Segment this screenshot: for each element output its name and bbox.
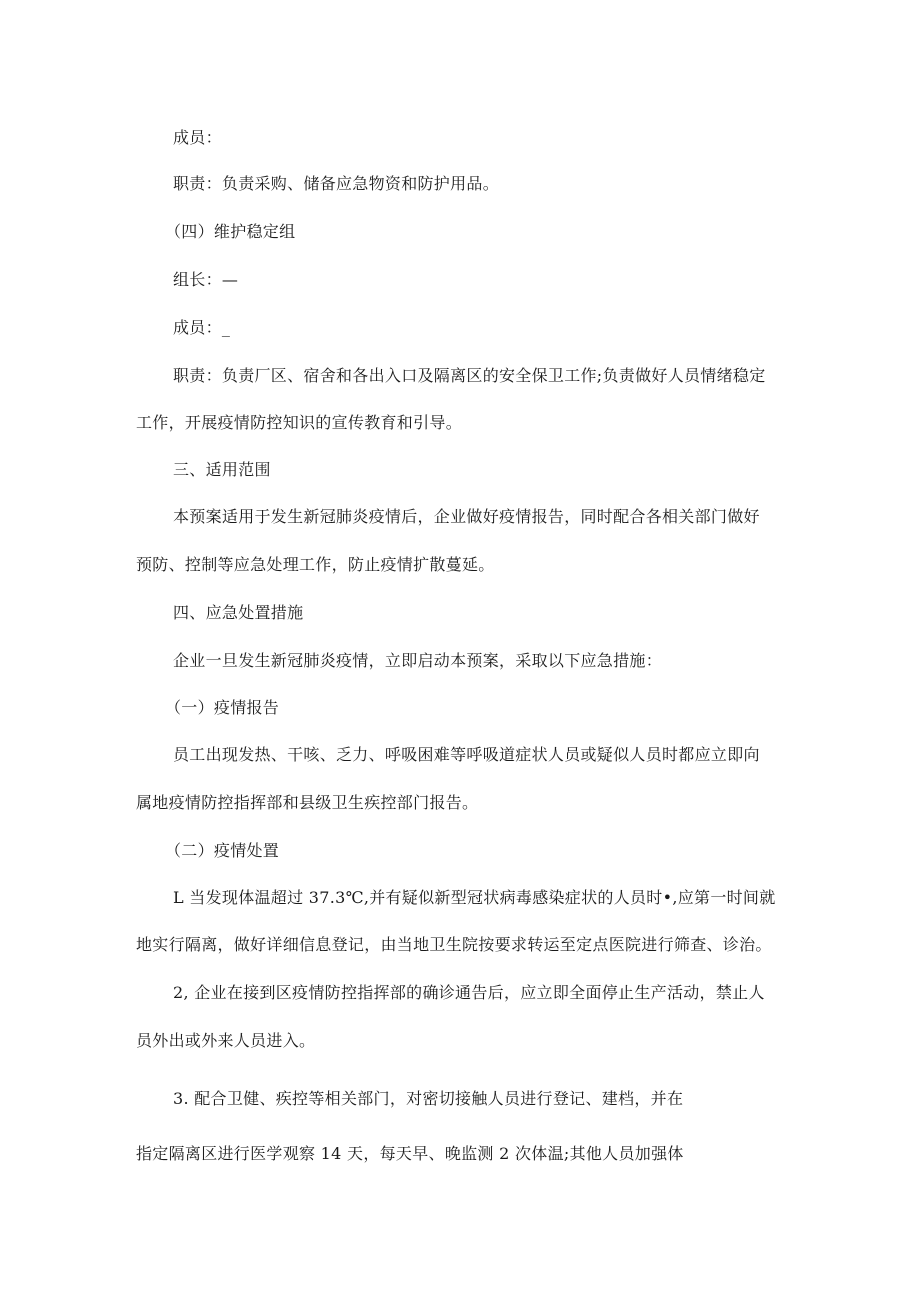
handling-item-1-line-2: 地实行隔离，做好详细信息登记，由当地卫生院按要求转运至定点医院进行筛查、诊治。	[136, 935, 772, 954]
handling-item-2-line-1: 2, 企业在接到区疫情防控指挥部的确诊通告后，应立即全面停止生产活动，禁止人	[173, 983, 765, 1002]
section-heading-measures: 四、应急处置措施	[173, 603, 304, 622]
duty-line-security: 职责：负责厂区、宿舍和各出入口及隔离区的安全保卫工作;负责做好人员情绪稳定	[173, 366, 766, 385]
handling-item-3-line-2: 指定隔离区进行医学观察 14 天，每天早、晚监测 2 次体温;其他人员加强体	[136, 1144, 684, 1163]
group-leader-line: 组长：—	[173, 270, 239, 289]
reporting-paragraph-line-2: 属地疫情防控指挥部和县级卫生疾控部门报告。	[136, 793, 479, 812]
duty-line-procurement: 职责：负责采购、储备应急物资和防护用品。	[173, 174, 500, 193]
duty-line-security-cont: 工作，开展疫情防控知识的宣传教育和引导。	[136, 413, 463, 432]
handling-item-2-line-2: 员外出或外来人员进入。	[136, 1031, 316, 1050]
reporting-paragraph-line-1: 员工出现发热、干咳、乏力、呼吸困难等呼吸道症状人员或疑似人员时都应立即向	[173, 745, 760, 764]
handling-item-3-line-1: 3. 配合卫健、疾控等相关部门，对密切接触人员进行登记、建档，并在	[173, 1089, 684, 1108]
subheading-handling: （二）疫情处置	[165, 841, 280, 860]
member-line-2: 成员：_	[173, 318, 231, 337]
member-line-1: 成员：	[173, 128, 222, 147]
scope-paragraph-line-2: 预防、控制等应急处理工作，防止疫情扩散蔓延。	[136, 555, 495, 574]
scope-paragraph-line-1: 本预案适用于发生新冠肺炎疫情后，企业做好疫情报告，同时配合各相关部门做好	[173, 507, 760, 526]
measures-intro-line: 企业一旦发生新冠肺炎疫情，立即启动本预案，采取以下应急措施：	[173, 651, 663, 670]
handling-item-1-line-1: L 当发现体温超过 37.3℃,并有疑似新型冠状病毒感染症状的人员时•,应第一时间就	[173, 888, 776, 907]
section-heading-stability-group: （四）维护稳定组	[165, 222, 296, 241]
section-heading-scope: 三、适用范围	[173, 460, 271, 479]
subheading-reporting: （一）疫情报告	[165, 698, 280, 717]
